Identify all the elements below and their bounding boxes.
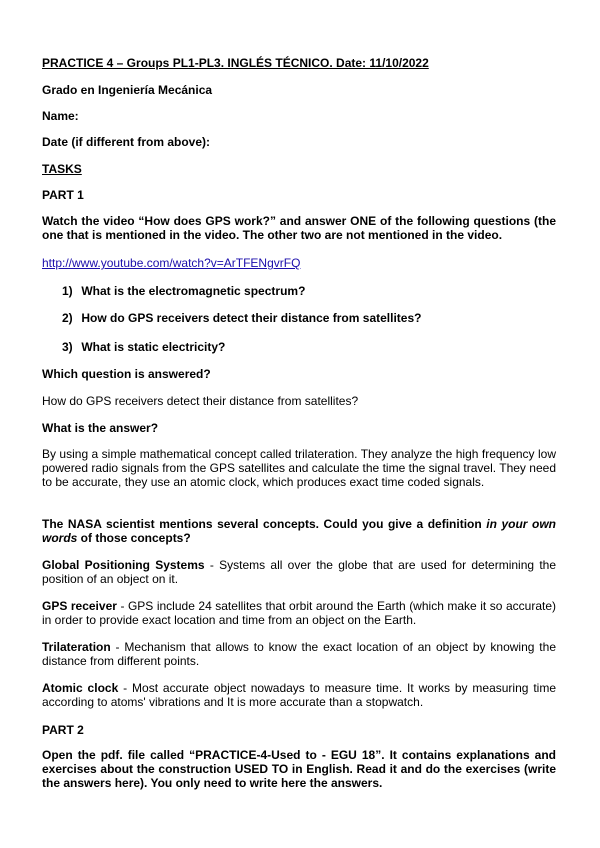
which-question-label: Which question is answered? xyxy=(42,367,211,381)
definition-gps-receiver xyxy=(42,599,556,627)
question-item-1 xyxy=(62,284,305,298)
definition-term: Trilateration xyxy=(42,640,111,654)
definition-text: - GPS include 24 satellites that orbit around the Earth (which make it so accurate) in order to provide exact location and time from an object on the Earth. xyxy=(42,599,557,627)
date-label: Date (if different from above): xyxy=(42,135,211,149)
definition-atomic-clock xyxy=(42,681,556,709)
part2-instructions: Open the pdf. file called “PRACTICE-4-Used to - EGU 18”. It contains explanations and exercises about the construction USED TO in English. Read it and do the exercises (write the answers here). You only need to write here the answers. xyxy=(42,748,556,790)
document-title: PRACTICE 4 – Groups PL1-PL3. INGLÉS TÉCNICO. Date: 11/10/2022 xyxy=(42,56,429,70)
which-question-answer: How do GPS receivers detect their distance from satellites? xyxy=(42,394,359,408)
question-number: 2) xyxy=(62,311,73,325)
definition-term: GPS receiver xyxy=(42,599,117,613)
question-number: 1) xyxy=(62,284,73,298)
definition-term: Global Positioning Systems xyxy=(42,558,205,572)
answer-label: What is the answer? xyxy=(42,421,159,435)
tasks-heading: TASKS xyxy=(42,162,82,176)
answer-text: By using a simple mathematical concept called trilateration. They analyze the high frequency low powered radio signals from the GPS satellites and calculate the time the signal travel. They need to be accurate, they use an atomic clock, which produces exact time coded signals. xyxy=(42,447,556,489)
question-text: How do GPS receivers detect their distance from satellites? xyxy=(81,311,422,325)
definition-trilateration xyxy=(42,640,556,668)
definition-text: - Mechanism that allows to know the exact location of an object by knowing the distance from different points. xyxy=(42,640,556,668)
definition-text: - Most accurate object nowadays to measure time. It works by measuring time according to atoms' vibrations and It is more accurate than a stopwatch. xyxy=(42,681,556,709)
part1-instructions: Watch the video “How does GPS work?” and answer ONE of the following questions (the one that is mentioned in the video. The other two are not mentioned in the video. xyxy=(42,214,556,242)
video-link[interactable]: http://www.youtube.com/watch?v=ArTFENgvrFQ xyxy=(42,256,301,270)
part1-heading: PART 1 xyxy=(42,188,84,202)
question-item-3 xyxy=(62,340,225,354)
question-item-2 xyxy=(62,311,421,325)
concepts-prompt-end: of those concepts? xyxy=(77,531,191,545)
name-label: Name: xyxy=(42,109,79,123)
concepts-prompt-start: The NASA scientist mentions several concepts. Could you give a definition xyxy=(42,517,487,531)
concepts-prompt xyxy=(42,517,556,545)
question-text: What is the electromagnetic spectrum? xyxy=(81,284,306,298)
definition-gps-systems xyxy=(42,558,556,586)
part2-heading: PART 2 xyxy=(42,723,84,737)
question-text: What is static electricity? xyxy=(81,340,226,354)
definition-term: Atomic clock xyxy=(42,681,119,695)
definition-text: - Systems all over the globe that are used for determining the position of an object on it. xyxy=(42,558,556,586)
concepts-prompt-emphasis: in your own words xyxy=(42,517,556,545)
degree-line: Grado en Ingeniería Mecánica xyxy=(42,83,213,97)
question-number: 3) xyxy=(62,340,73,354)
